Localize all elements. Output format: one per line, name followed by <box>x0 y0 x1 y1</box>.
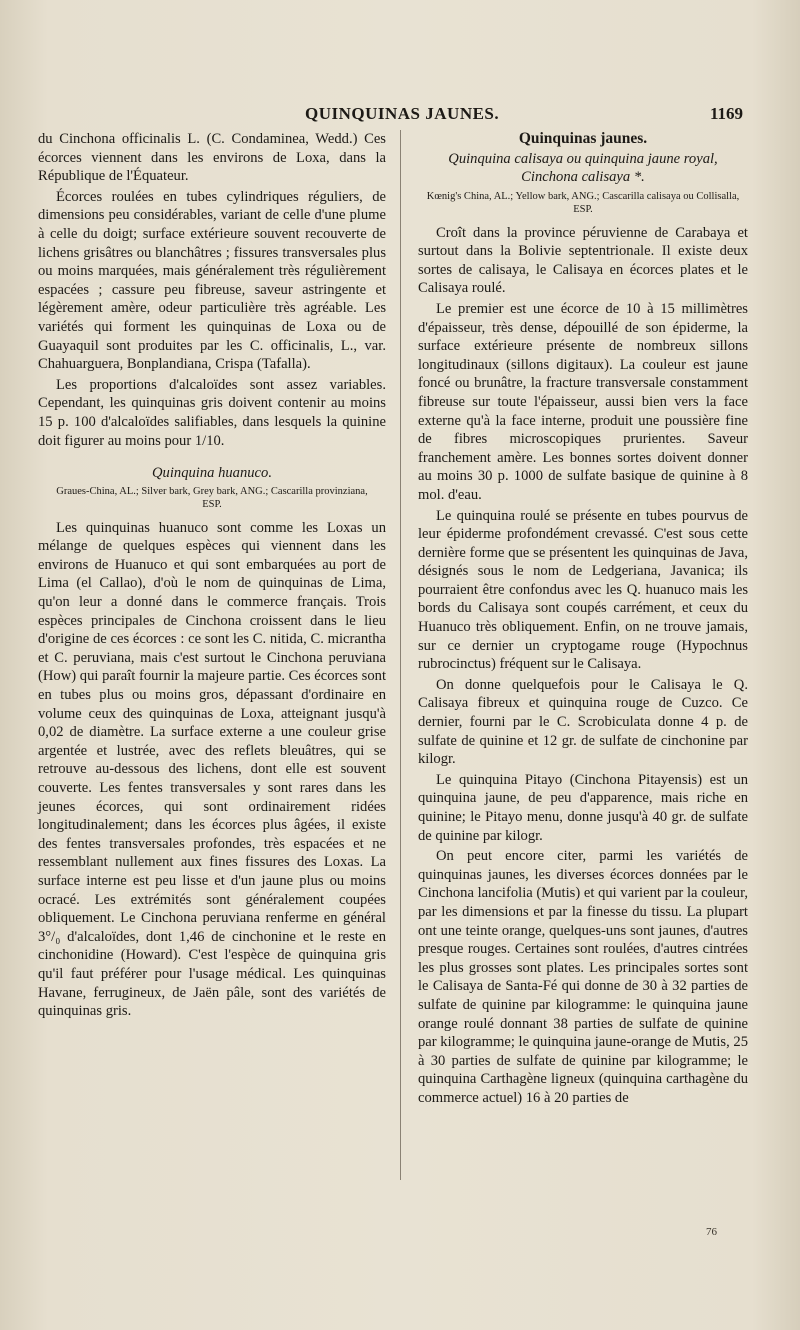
paragraph: du Cinchona officinalis L. (C. Condaminea, Wedd.) Ces écorces viennent dans les environs de Loxa, dans la République de l'Équateur. <box>38 131 386 185</box>
signature-mark: 76 <box>706 1226 717 1238</box>
section-subtitle: Quinquina huanuco. <box>152 465 272 482</box>
left-column <box>38 130 386 1023</box>
section-subtitle <box>418 150 748 186</box>
section-title: Quinquinas jaunes. <box>518 130 648 147</box>
paragraph: Le quinquina roulé se présente en tubes pourvus de leur épiderme profondément crevassé. C'est sous cette dernière forme que se présentent les quinquinas de Java, désignés sous le nom de Ledgeriana, Javanica; ils pourraient être confondus avec les Q. huanuco mais les bords du Calisaya sont coupés carrément, et ceux du Huanuco très obliquement. Enfin, on ne trouve jamais, sur ce dernier un cryptogame rouge (Hypochnus rubrocinctus) fréquent sur le Calisaya. <box>418 507 748 673</box>
subtitle-line: Quinquina calisaya ou quinquina jaune royal, <box>448 150 718 167</box>
paragraph: Le quinquina Pitayo (Cinchona Pitayensis) est un quinquina jaune, de peu d'apparence, mais riche en quinine; le Pitayo menu, donne jusqu'à 40 gr. de sulfate de quinine par kilogr. <box>418 771 748 844</box>
column-divider <box>400 130 401 1180</box>
paragraph: Écorces roulées en tubes cylindriques réguliers, de dimensions peu considérables, variant de celle d'une plume à celle du doigt; surface extérieure souvent recouverte de lichens grisâtres ou blanchâtres ; fissures transversales plus ou moins marquées, mais généralement très régulièrement espacées ; cassure peu fibreuse, saveur astringente et légèrement amère, odeur particulière très agréable. Les variétés qui forment les quinquinas de Loxa ou de Guayaquil sont produites par les C. officinalis, L., var. Chahuarguera, Bonplandiana, Crispa (Tafalla). <box>38 188 386 373</box>
running-head <box>0 104 800 128</box>
paragraph: Le premier est une écorce de 10 à 15 millimètres d'épaisseur, très dense, dépouillé de son épiderme, la surface extérieure présente de nombreux sillons longitudinaux (sillons digitaux). La couleur est jaune foncé ou brunâtre, la fracture transversale constamment fibreuse sur toute l'épaisseur, aussi bien vers la face externe qu'à la face interne, produit une poussière fine de fibres microscopiques prurientes. Saveur franchement amère. Les bonnes sortes doivent donner au moins 30 p. 1000 de sulfate basique de quinine à 8 mol. d'eau. <box>418 300 748 503</box>
paragraph: On peut encore citer, parmi les variétés de quinquinas jaunes, les diverses écorces données par le Cinchona lancifolia (Mutis) et qui varient par la couleur, par les dimensions et par la finesse du tissu. La plupart ont une teinte orange, quelques-uns sont jaunes, d'autres presque rouges. Certaines sont roulées, d'autres cintrées les plus grosses sont plates. Les principales sortes sont le Calisaya de Santa-Fé qui donne de 30 à 32 parties de sulfate de quinine par kilogramme: le quinquina jaune orange roulé donnant 38 parties de sulfate de quinine par kilogramme; le quinquina jaune-orange de Mutis, 25 à 30 parties de sulfate de quinine par kilogramme; le quinquina Carthagène ligneux (quinquina carthagène du commerce actuel) 16 à 20 parties de <box>418 848 748 1106</box>
running-title: QUINQUINAS JAUNES. <box>305 104 500 123</box>
paragraph: Les quinquinas huanuco sont comme les Loxas un mélange de quelques espèces qui viennent dans les environs de Huanuco et qui sont embarquées au port de Lima (el Callao), d'où le nom de quinquinas de Lima, qu'on leur a donné dans le commerce français. Trois espèces principales de Cinchona croissent dans le lieu d'origine de ces écorces : ce sont les C. nitida, C. micrantha et C. peruviana, mais c'est surtout le Cinchona peruviana (How) qui paraît fournir la majeure partie. Ces écorces sont en tubes plus ou moins gros, dépassant d'ordinaire en volume ceux des quinquinas de Loxa, atteignant jusqu'à 0,02 de diamètre. La surface externe a une couleur grise argentée et lustrée, avec des reflets bleuâtres, qui se retrouve au-dessous des lichens, dont elle est souvent couverte. Les fentes transversales y sont rares dans les jeunes écorces, qui sont ordinairement ridées longitudinalement; dans les écorces plus âgées, il existe des fentes transversales profondes, très espacées et ne ressemblant nullement aux fines fissures des Loxas. La surface interne est peu lisse et d'un jaune plus ou moins ocracé. Les extrémités sont généralement coupées obliquement. Le Cinchona peruviana renferme en général 3°/₀ d'alcaloïdes, dont 1,46 de cinchonine et le reste en cinchonidine (Howard). C'est l'espèce de quinquina gris qu'il faut préférer pour l'usage médical. Les quinquinas Havane, ferrugineux, de Jaën pâle, sont des variétés de quinquinas gris. <box>38 519 386 1020</box>
page-number: 1169 <box>710 104 744 123</box>
paragraph: Les proportions d'alcaloïdes sont assez variables. Cependant, les quinquinas gris doivent contenir au moins 15 p. 100 d'alcaloïdes salifiables, dans lesquels la quinine doit figurer au moins pour 1/10. <box>38 376 386 449</box>
paragraph: Croît dans la province péruvienne de Carabaya et surtout dans la Bolivie septentrionale. Il existe deux sortes de calisaya, le Calisaya en écorces plates et le Calisaya roulé. <box>418 224 748 297</box>
subtitle-line: Cinchona calisaya *. <box>521 168 645 185</box>
paragraph: On donne quelquefois pour le Calisaya le Q. Calisaya fibreux et quinquina rouge de Cuzco. Ce dernier, fourni par le C. Scrobiculata donne 4 p. de sulfate de quinine et 12 gr. de sulfate de cinchonine par kilogr. <box>418 676 748 768</box>
synonyms: Kœnig's China, AL.; Yellow bark, ANG.; Cascarilla calisaya ou Collisalla, ESP. <box>426 190 740 215</box>
synonyms: Graues-China, AL.; Silver bark, Grey bark, ANG.; Cascarilla provinziana, ESP. <box>56 485 368 510</box>
right-column <box>418 130 748 1110</box>
